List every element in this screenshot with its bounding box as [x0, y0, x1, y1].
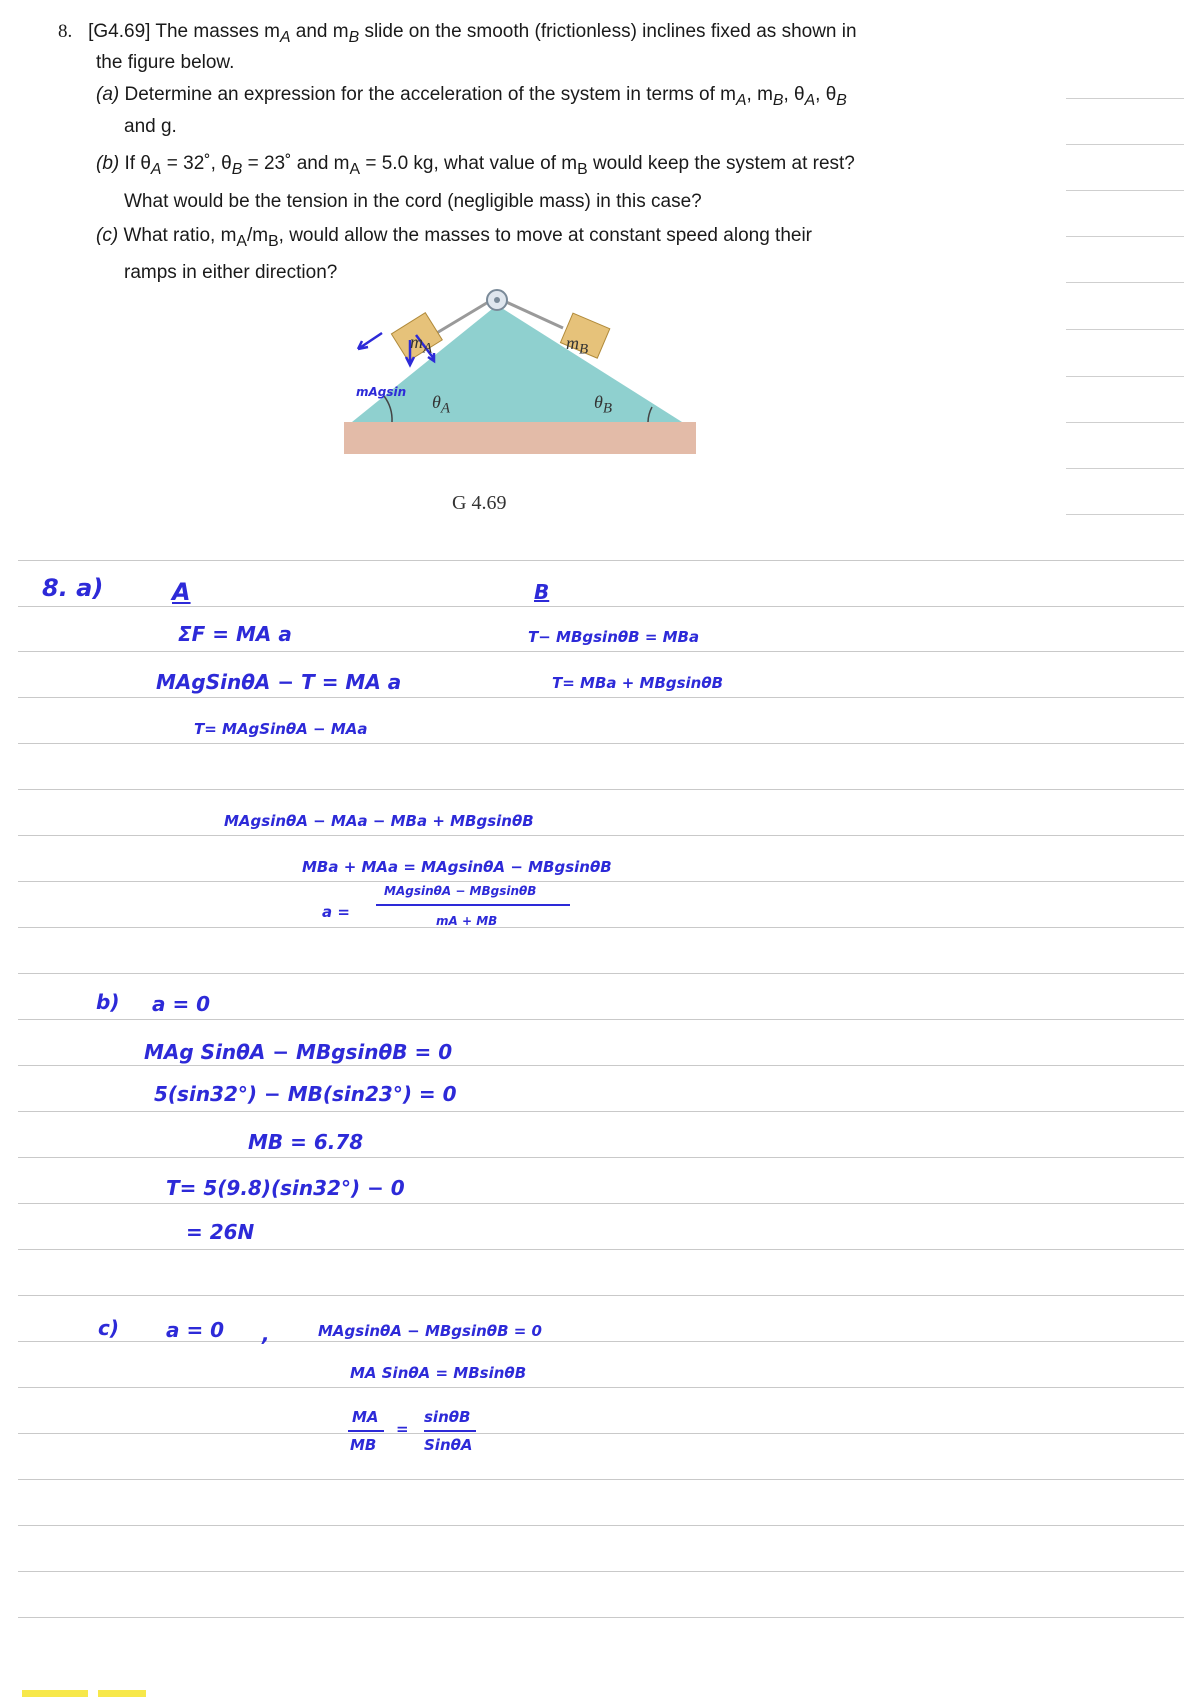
ruled-line — [18, 606, 1184, 607]
solution-c-label: c) — [98, 1316, 119, 1340]
label-sub: A — [440, 400, 451, 417]
ruled-line — [18, 1295, 1184, 1296]
b-eq-1: T− MBgsinθB = MBa — [528, 628, 700, 646]
part-b-line — [96, 152, 855, 182]
margin-rule — [1066, 236, 1184, 237]
column-b-title: B — [534, 580, 550, 604]
c-eq-sign: = — [396, 1420, 409, 1438]
part-b-line-2: What would be the tension in the cord (negligible mass) in this case? — [124, 191, 702, 212]
a-eq-3: T= MAgSinθA − MAa — [194, 720, 368, 738]
sub-b: B — [836, 91, 847, 109]
part-a-label: (a) — [96, 84, 120, 105]
figure-caption: G 4.69 — [452, 492, 507, 514]
b-line-5: T= 5(9.8)(sin32°) − 0 — [166, 1176, 405, 1200]
part-a-line-2: and g. — [124, 116, 177, 137]
ruled-line — [18, 1525, 1184, 1526]
part-a-text: Determine an expression for the acceleration of the system in terms of m — [124, 84, 736, 105]
margin-rule — [1066, 190, 1184, 191]
sub-a: A — [150, 160, 162, 178]
solution-b-label: b) — [96, 990, 120, 1014]
problem-line-1 — [58, 20, 857, 50]
ruled-line — [18, 1111, 1184, 1112]
c-frac-right-den: SinθA — [424, 1436, 473, 1454]
b-line-1: a = 0 — [152, 992, 211, 1016]
ruled-line — [18, 1433, 1184, 1434]
b-line-4: MB = 6.78 — [248, 1130, 364, 1154]
part-c-text-3: , would allow the masses to move at constant speed along their — [278, 225, 813, 246]
ruled-line — [18, 1387, 1184, 1388]
ruled-line — [18, 1479, 1184, 1480]
margin-rule — [1066, 468, 1184, 469]
ruled-line — [18, 651, 1184, 652]
ruled-line — [18, 973, 1184, 974]
margin-rule — [1066, 329, 1184, 330]
part-c-text: What ratio, m — [123, 225, 237, 246]
c-frac-left-num: MA — [352, 1408, 379, 1426]
sub-a: A — [236, 232, 247, 250]
label-sub: B — [602, 400, 613, 417]
label-theta: θ — [594, 392, 603, 412]
part-b-eq3: = 5.0 kg, what value of m — [365, 153, 578, 174]
sub-a: A — [349, 160, 361, 178]
column-a-title: A — [172, 578, 191, 606]
sub-b: B — [231, 160, 243, 178]
margin-rule — [1066, 422, 1184, 423]
ruled-line — [18, 789, 1184, 790]
accel-fraction-bar — [376, 904, 570, 906]
c-comma: , — [262, 1322, 270, 1346]
highlight-mark — [22, 1690, 88, 1697]
margin-rule — [1066, 98, 1184, 99]
ruled-line — [18, 1249, 1184, 1250]
c-frac-right-num: sinθB — [424, 1408, 471, 1426]
a-eq-1: ΣF = MA a — [178, 622, 292, 646]
part-c-line — [96, 224, 812, 254]
problem-ref: [G4.69] — [88, 21, 151, 42]
problem-intro: The masses m — [155, 21, 280, 42]
figure-annotation: mAgsin — [356, 385, 407, 399]
margin-rule — [1066, 144, 1184, 145]
accel-numerator: MAgsinθA − MBgsinθB — [384, 884, 537, 898]
ruled-line — [18, 1157, 1184, 1158]
label-m: m — [566, 333, 579, 353]
sub-b: B — [772, 91, 784, 109]
force-arrow-icon — [358, 333, 382, 349]
combine-eq-2: MBa + MAa = MAgsinθA − MBgsinθB — [302, 858, 612, 876]
ruled-line — [18, 1617, 1184, 1618]
part-c-label: (c) — [96, 225, 119, 246]
ruled-line — [18, 881, 1184, 882]
b-eq-2: T= MBa + MBgsinθB — [552, 674, 724, 692]
label-sub: B — [579, 341, 589, 358]
b-line-3: 5(sin32°) − MB(sin23°) = 0 — [154, 1082, 457, 1106]
ramp — [352, 305, 682, 422]
highlight-mark — [98, 1690, 146, 1697]
label-sub: A — [423, 340, 433, 357]
ruled-line — [18, 1571, 1184, 1572]
sub-a: A — [735, 91, 747, 109]
ruled-line — [18, 560, 1184, 561]
problem-number: 8. — [58, 21, 73, 42]
figure-label-ma — [410, 330, 432, 361]
ruled-line — [18, 1203, 1184, 1204]
part-a-line: (a) Determine an expression for the acceleration of the system in terms of $m_A$, $m_B$, $\theta_A$, $\theta_B$ — [96, 84, 847, 109]
pulley-axle — [494, 297, 500, 303]
accel-var: a = — [322, 903, 350, 921]
margin-rule — [1066, 376, 1184, 377]
c-line-1a: a = 0 — [166, 1318, 225, 1342]
label-theta: θ — [432, 392, 441, 412]
sub-b: B — [348, 28, 360, 46]
ruled-line — [18, 743, 1184, 744]
problem-intro-and: and m — [295, 21, 349, 42]
b-line-2: MAg SinθA − MBgsinθB = 0 — [144, 1040, 453, 1064]
sub-b: B — [577, 160, 588, 178]
solution-a-label: 8. a) — [42, 574, 104, 602]
part-b-label: (b) — [96, 153, 120, 174]
part-b-text: If θ — [124, 153, 151, 174]
ruled-line — [18, 1065, 1184, 1066]
sub-a: A — [804, 91, 816, 109]
ground — [344, 422, 696, 454]
margin-rule — [1066, 282, 1184, 283]
ruled-line — [18, 835, 1184, 836]
c-line-2: MA SinθA = MBsinθB — [350, 1364, 527, 1382]
c-frac-left-den: MB — [350, 1436, 377, 1454]
figure-label-theta-b — [594, 390, 612, 421]
label-m: m — [410, 332, 423, 352]
sub-b: B — [268, 232, 279, 250]
part-b-eq4: would keep the system at rest? — [592, 153, 855, 174]
part-c-text-2: /m — [246, 225, 269, 246]
part-b-eq2: = 23˚ and m — [247, 153, 350, 174]
figure-label-mb — [566, 331, 588, 362]
combine-eq-1: MAgsinθA − MAa − MBa + MBgsinθB — [224, 812, 534, 830]
incline-figure — [330, 285, 710, 465]
c-line-1b: MAgsinθA − MBgsinθB = 0 — [318, 1322, 542, 1340]
figure-label-theta-a — [432, 390, 450, 421]
c-frac-left-bar — [348, 1430, 384, 1432]
part-b-eq1: = 32˚, θ — [166, 153, 232, 174]
c-frac-right-bar — [424, 1430, 476, 1432]
margin-rule — [1066, 514, 1184, 515]
part-a-vars: , θ — [815, 84, 837, 105]
a-eq-2: MAgSinθA − T = MA a — [156, 670, 402, 694]
sub-a: A — [279, 28, 291, 46]
problem-intro-2: slide on the smooth (frictionless) inclines fixed as shown in — [364, 21, 857, 42]
ruled-line — [18, 1019, 1184, 1020]
b-line-6: = 26N — [186, 1220, 255, 1244]
accel-denominator: mA + MB — [436, 914, 498, 928]
ruled-line — [18, 697, 1184, 698]
problem-line-2: the figure below. — [96, 52, 235, 73]
part-c-line-2: ramps in either direction? — [124, 262, 338, 283]
ruled-line — [18, 927, 1184, 928]
